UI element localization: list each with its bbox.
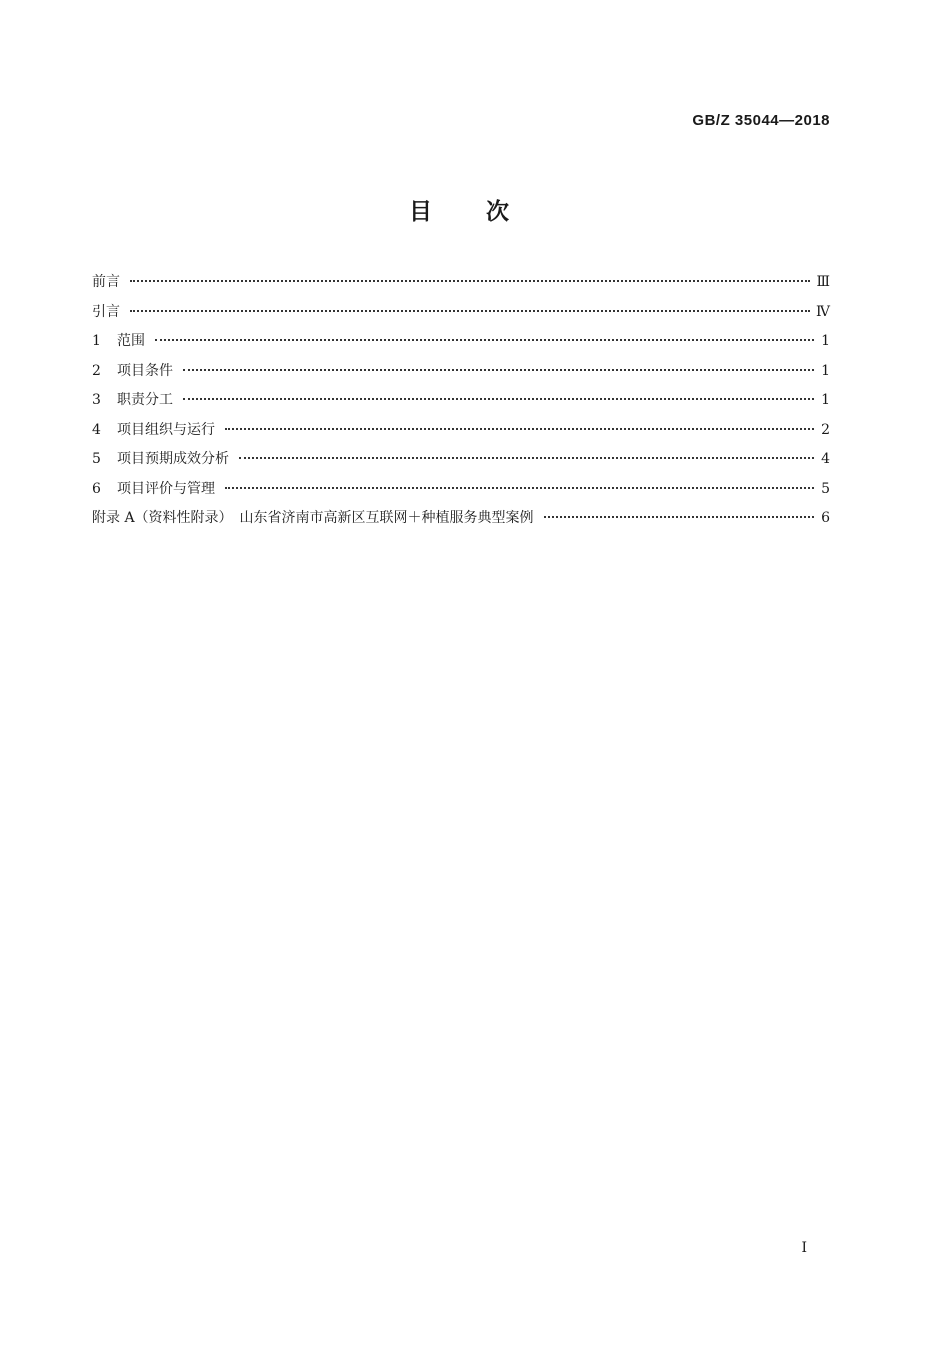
toc-entry-foreword[interactable] bbox=[92, 271, 830, 301]
toc-entry-label: 项目预期成效分析 bbox=[117, 451, 229, 467]
toc-entry-introduction[interactable] bbox=[92, 301, 830, 331]
dot-leader bbox=[130, 310, 810, 312]
toc-entry-label: 范围 bbox=[117, 333, 145, 349]
toc-entry-page: 4 bbox=[821, 451, 830, 467]
dot-leader bbox=[239, 457, 814, 459]
toc-entry-page: 5 bbox=[821, 480, 830, 497]
dot-leader bbox=[225, 428, 814, 430]
toc-entry-page: 1 bbox=[821, 392, 830, 408]
page-title bbox=[0, 193, 920, 226]
toc-entry-page: 2 bbox=[821, 421, 830, 438]
toc-entry-number: 2 bbox=[92, 362, 101, 379]
toc-entry-number: 4 bbox=[92, 421, 101, 438]
toc-entry-number: 5 bbox=[92, 451, 101, 467]
table-of-contents bbox=[92, 271, 830, 537]
toc-entry-label: 职责分工 bbox=[117, 392, 173, 408]
title-char-2: 次 bbox=[486, 199, 511, 225]
toc-entry-page: 1 bbox=[821, 333, 830, 349]
toc-entry-label: 前言 bbox=[92, 274, 120, 290]
toc-entry-expected-outcomes[interactable] bbox=[92, 448, 830, 478]
toc-entry-appendix-a[interactable] bbox=[92, 507, 830, 537]
toc-entry-number: 1 bbox=[92, 333, 101, 349]
dot-leader bbox=[130, 280, 810, 282]
toc-entry-organization[interactable] bbox=[92, 419, 830, 449]
dot-leader bbox=[225, 487, 814, 489]
toc-entry-number: 3 bbox=[92, 392, 101, 408]
toc-entry-label: 项目组织与运行 bbox=[117, 421, 215, 438]
toc-entry-page: 6 bbox=[821, 510, 830, 526]
toc-entry-project-conditions[interactable] bbox=[92, 360, 830, 390]
toc-entry-label: 附录 A（资料性附录） 山东省济南市高新区互联网＋种植服务典型案例 bbox=[92, 510, 534, 526]
page-number: I bbox=[801, 1240, 807, 1256]
toc-entry-label: 引言 bbox=[92, 303, 120, 320]
toc-entry-evaluation[interactable] bbox=[92, 478, 830, 508]
dot-leader bbox=[155, 339, 814, 341]
dot-leader bbox=[183, 369, 814, 371]
standard-code: GB/Z 35044—2018 bbox=[692, 112, 830, 129]
toc-entry-page: Ⅲ bbox=[816, 274, 830, 290]
toc-entry-number: 6 bbox=[92, 480, 101, 497]
dot-leader bbox=[183, 398, 814, 400]
toc-entry-page: Ⅳ bbox=[816, 303, 830, 320]
toc-entry-scope[interactable] bbox=[92, 330, 830, 360]
toc-entry-label: 项目评价与管理 bbox=[117, 480, 215, 497]
dot-leader bbox=[544, 516, 814, 518]
toc-entry-page: 1 bbox=[821, 362, 830, 379]
title-char-1: 目 bbox=[409, 199, 434, 225]
toc-entry-label: 项目条件 bbox=[117, 362, 173, 379]
toc-entry-responsibilities[interactable] bbox=[92, 389, 830, 419]
